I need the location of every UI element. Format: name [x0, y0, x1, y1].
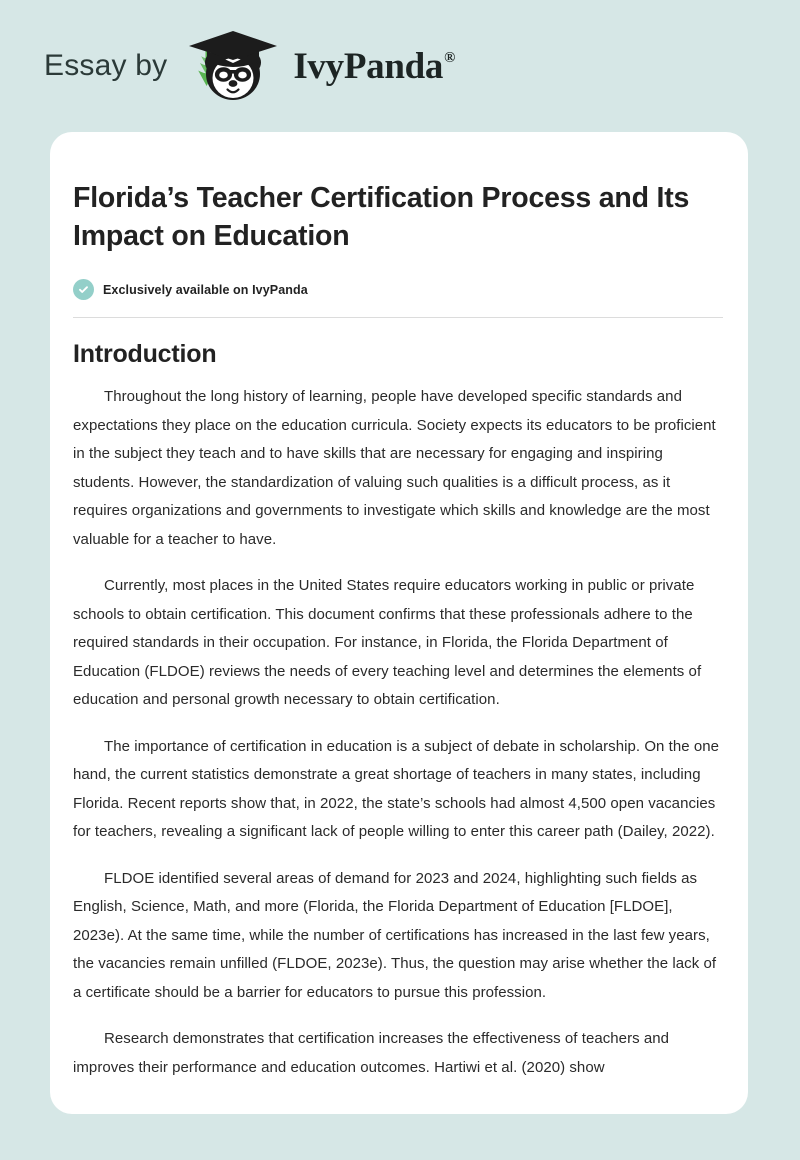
- check-circle-icon: [73, 279, 94, 300]
- document-card: [50, 132, 748, 1114]
- section-heading-introduction: Introduction: [73, 340, 217, 368]
- status-badge: [73, 279, 723, 300]
- essay-by-label: Essay by: [44, 49, 168, 82]
- page-title: Florida’s Teacher Certification Process and Its Impact on Education: [73, 182, 690, 252]
- body-paragraph: The importance of certification in education is a subject of debate in scholarship. On the one hand, the current statistics demonstrate a great shortage of teachers in many states, including Florida. Recent reports show that, in 2022, the state’s schools had almost 4,500 open vacancies for teachers, revealing a significant lack of people willing to enter this career path (Dailey, 2022).: [73, 737, 720, 840]
- site-header: [0, 0, 800, 132]
- body-paragraph: Throughout the long history of learning, people have developed specific standards and expectations they place on the education curricula. Society expects its educators to be proficient in the subject they teach and to have skills that are necessary for engaging and inspiring students. However, the standardization of valuing such qualities is a difficult process, as it requires organizations and governments to investigate which skills and knowledge are the most valuable for a teacher to have.: [73, 388, 716, 548]
- brand-name-text: IvyPanda: [293, 45, 444, 87]
- body-paragraph: FLDOE identified several areas of demand for 2023 and 2024, highlighting such fields as English, Science, Math, and more (Florida, the Florida Department of Education [FLDOE], 2023e). At the same time, while the number of certifications has increased in the last few years, the vacancies remain unfilled (FLDOE, 2023e). Thus, the question may arise whether the lack of a certificate should be a barrier for educators to pursue this profession.: [73, 869, 717, 1001]
- body-paragraph: Research demonstrates that certification increases the effectiveness of teachers and improves their performance and education outcomes. Hartiwi et al. (2020) show: [73, 1030, 670, 1076]
- brand-lockup[interactable]: [44, 28, 454, 104]
- body-paragraph: Currently, most places in the United States require educators working in public or private schools to obtain certification. This document confirms that these professionals adhere to the required standards in their occupation. For instance, in Florida, the Florida Department of Education (FLDOE) reviews the needs of every teaching level and determines the elements of education and personal growth necessary to obtain certification.: [73, 577, 702, 708]
- ivypanda-wordmark: [293, 45, 455, 87]
- panda-graduate-logo-icon: [181, 28, 279, 104]
- header-divider: [73, 317, 723, 318]
- status-badge-label: Exclusively available on IvyPanda: [103, 282, 308, 297]
- body-content: [73, 383, 723, 1082]
- registered-trademark-icon: ®: [444, 50, 455, 67]
